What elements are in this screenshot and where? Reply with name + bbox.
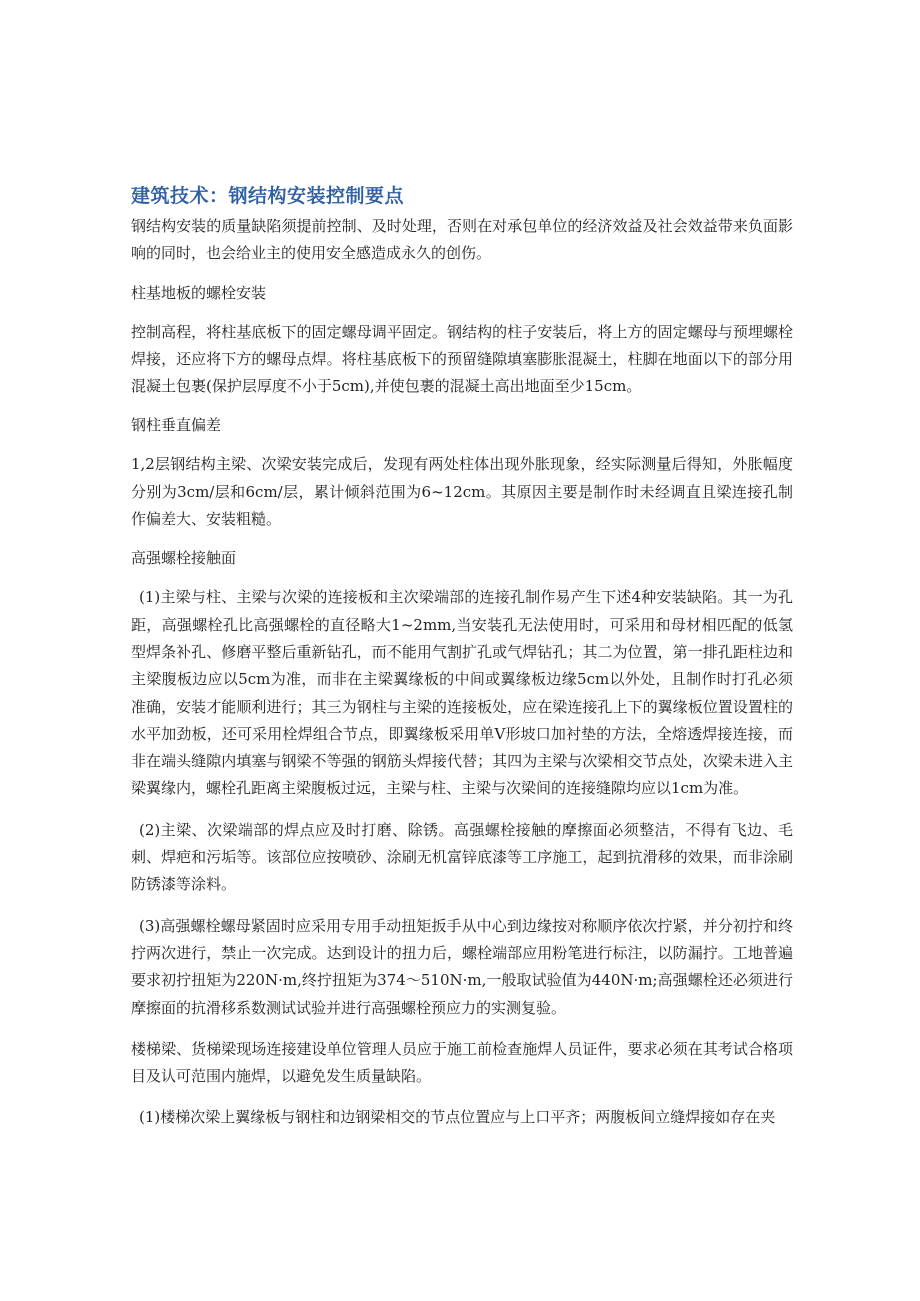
paragraph-stair-beam: 楼梯梁、货梯梁现场连接建设单位管理人员应于施工前检查施焊人员证件，要求必须在其考试合格项目及认可范围内施焊，以避免发生质量缺陷。 [131,1039,793,1086]
paragraph-anchor-bolts: 控制高程，将柱基底板下的固定螺母调平固定。钢结构的柱子安装后，将上方的固定螺母与预埋螺栓焊接，还应将下方的螺母点焊。将柱基底板下的预留缝隙填塞膨胀混凝土，柱脚在地面以下的部分用混凝土包裹(保护层厚度不小于5cm),并使包裹的混凝土高出地面至少15cm。 [131,322,793,396]
paragraph-stair-beam-1: (1)楼梯次梁上翼缘板与钢柱和边钢梁相交的节点位置应与上口平齐；两腹板间立缝焊接如存在夹 [139,1108,776,1127]
paragraph-column-deviation: 1,2层钢结构主梁、次梁安装完成后，发现有两处柱体出现外胀现象，经实际测量后得知，外胀幅度分别为3cm/层和6cm/层，累计倾斜范围为6~12cm。其原因主要是制作时未经调直且梁连接孔制作偏差大、安装粗糙。 [131,455,793,529]
section-heading-column-deviation: 钢柱垂直偏差 [131,416,222,435]
section-heading-anchor-bolts: 柱基地板的螺栓安装 [131,283,267,302]
paragraph-hs-bolt-1: (1)主梁与柱、主梁与次梁的连接板和主次梁端部的连接孔制作易产生下述4种安装缺陷。其一为孔距，高强螺栓孔比高强螺栓的直径略大1~2mm,当安装孔无法使用时，可采用和母材相匹配的低氢型焊条补孔、修磨平整后重新钻孔，而不能用气割扩孔或气焊钻孔；其二为位置，第一排孔距柱边和主梁腹板边应以5cm为准，而非在主梁翼缘板的中间或翼缘板边缘5cm以外处，且制作时打孔必须准确，安装才能顺利进行；其三为钢柱与主梁的连接板处，应在梁连接孔上下的翼缘板位置设置柱的水平加劲板，还可采用栓焊组合节点，即翼缘板采用单V形坡口加衬垫的方法，全熔透焊接连接，而非在端头缝隙内填塞与钢梁不等强的钢筋头焊接代替；其四为主梁与次梁相交节点处，次梁未进入主梁翼缘内，螺栓孔距离主梁腹板过远，主梁与柱、主梁与次梁间的连接缝隙均应以1cm为准。 [131,588,793,798]
intro-paragraph: 钢结构安装的质量缺陷须提前控制、及时处理，否则在对承包单位的经济效益及社会效益带来负面影响的同时，也会给业主的使用安全感造成永久的创伤。 [131,217,793,263]
paragraph-hs-bolt-3: (3)高强螺栓螺母紧固时应采用专用手动扭矩扳手从中心到边缘按对称顺序依次拧紧，并分初拧和终拧两次进行，禁止一次完成。达到设计的扭力后，螺栓端部应用粉笔进行标注，以防漏拧。工地普遍要求初拧扭矩为220N·m,终拧扭矩为374～510N·m,一般取试验值为440N·m;高强螺栓还必须进行摩擦面的抗滑移系数测试试验并进行高强螺栓预应力的实测复验。 [131,916,793,1017]
document-title: 建筑技术：钢结构安装控制要点 [131,185,405,207]
section-heading-hs-bolt-surface: 高强螺栓接触面 [131,549,237,568]
document-page [131,183,793,1132]
paragraph-hs-bolt-2: (2)主梁、次梁端部的焊点应及时打磨、除锈。高强螺栓接触的摩擦面必须整洁，不得有飞边、毛刺、焊疤和污垢等。该部位应按喷砂、涂刷无机富锌底漆等工序施工，起到抗滑移的效果，而非涂刷防锈漆等涂料。 [131,820,793,894]
